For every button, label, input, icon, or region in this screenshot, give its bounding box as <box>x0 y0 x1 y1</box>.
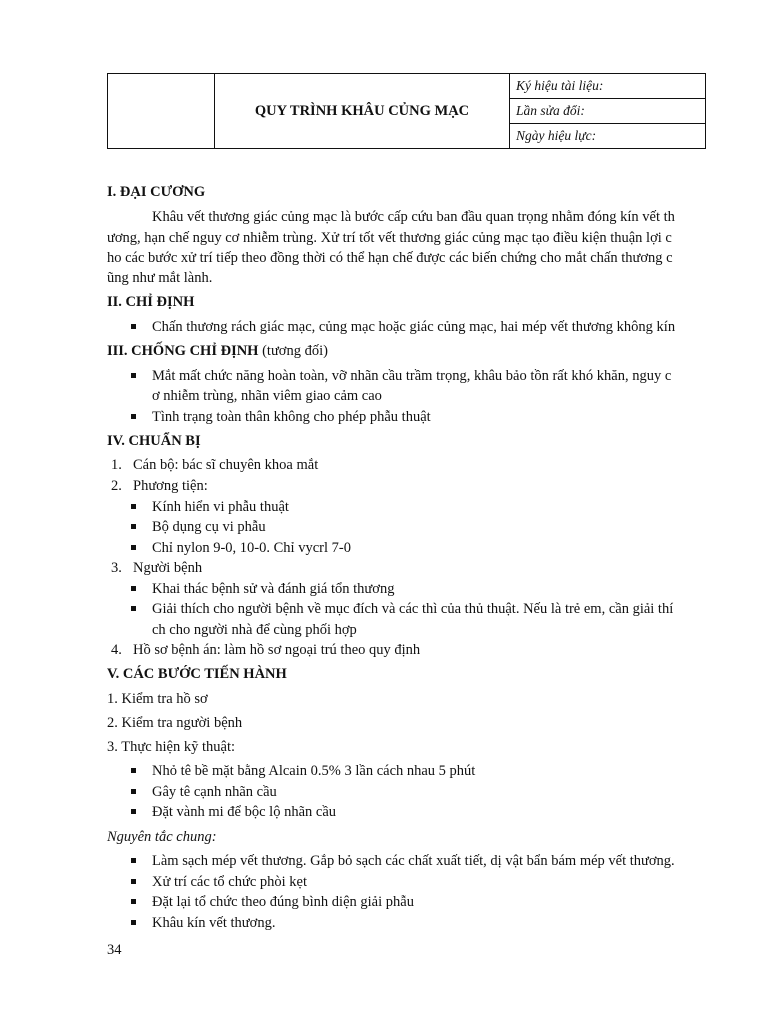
list-item: Xử trí các tổ chức phòi kẹt <box>152 874 308 890</box>
list-item: Khâu kín vết thương. <box>152 915 276 931</box>
bullet-icon <box>131 504 136 509</box>
list-item: Gây tê cạnh nhãn cầu <box>152 784 277 800</box>
step-item: 1. Kiểm tra hồ sơ <box>107 691 208 707</box>
bullet-icon <box>131 324 136 329</box>
bullet-icon <box>131 524 136 529</box>
bullet-icon <box>131 789 136 794</box>
list-item: Chỉ nylon 9-0, 10-0. Chỉ vycrl 7-0 <box>152 540 351 556</box>
list-item: Giải thích cho người bệnh về mục đích và các thì của thủ thuật. Nếu là trẻ em, cần giải thí <box>152 601 674 617</box>
step-item: 3. Thực hiện kỹ thuật: <box>107 739 236 755</box>
list-item: Tình trạng toàn thân không cho phép phẫu thuật <box>152 409 431 425</box>
principle-subheading: Nguyên tắc chung: <box>107 829 217 845</box>
paragraph-line: Khâu vết thương giác củng mạc là bước cấp cứu ban đầu quan trọng nhằm đóng kín vết th <box>152 209 675 225</box>
section-heading-overview: I. ĐẠI CƯƠNG <box>107 184 206 200</box>
list-item-continuation: ch cho người nhà để cùng phối hợp <box>152 622 357 638</box>
list-item-continuation: ơ nhiễm trùng, nhãn viêm giao cảm cao <box>152 388 382 404</box>
revision-label: Lần sửa đổi: <box>510 99 706 124</box>
list-item: Đặt lại tổ chức theo đúng bình diện giải phẫu <box>152 894 414 910</box>
effective-date-label: Ngày hiệu lực: <box>510 124 706 149</box>
bullet-icon <box>131 768 136 773</box>
list-item: Nhỏ tê bề mặt bằng Alcain 0.5% 3 lần cách nhau 5 phút <box>152 763 476 779</box>
list-item: Mắt mất chức năng hoàn toàn, vỡ nhãn cầu trầm trọng, khâu bảo tồn rất khó khăn, nguy c <box>152 368 672 384</box>
paragraph-line: ho các bước xử trí tiếp theo đồng thời có thể hạn chế được các biến chứng cho mắt chấn thương c <box>107 250 673 266</box>
bullet-icon <box>131 414 136 419</box>
section-heading-contraindications: III. CHỐNG CHỈ ĐỊNH (tương đối) <box>107 343 328 359</box>
bullet-icon <box>131 373 136 378</box>
list-number: 1. <box>111 457 122 473</box>
list-item: Bộ dụng cụ vi phẫu <box>152 519 266 535</box>
page-number: 34 <box>107 942 122 958</box>
paragraph-line: ương, hạn chế nguy cơ nhiễm trùng. Xử trí tốt vết thương giác củng mạc tạo điều kiện thuận lợi c <box>107 230 672 246</box>
bullet-icon <box>131 879 136 884</box>
bullet-icon <box>131 858 136 863</box>
section-heading-procedure: V. CÁC BƯỚC TIẾN HÀNH <box>107 666 287 682</box>
list-item: Khai thác bệnh sử và đánh giá tổn thương <box>152 581 395 597</box>
list-item: Người bệnh <box>133 560 203 576</box>
paragraph-line: ũng như mắt lành. <box>107 270 213 286</box>
bullet-icon <box>131 586 136 591</box>
bullet-icon <box>131 545 136 550</box>
bullet-icon <box>131 899 136 904</box>
list-item: Kính hiển vi phẫu thuật <box>152 499 289 515</box>
list-item: Cán bộ: bác sĩ chuyên khoa mắt <box>133 457 319 473</box>
bullet-icon <box>131 920 136 925</box>
list-number: 2. <box>111 478 122 494</box>
list-item: Phương tiện: <box>133 478 208 494</box>
list-item: Đặt vành mi để bộc lộ nhãn cầu <box>152 804 337 820</box>
document-header-table <box>107 73 706 149</box>
section-heading-indications: II. CHỈ ĐỊNH <box>107 294 195 310</box>
list-number: 3. <box>111 560 122 576</box>
bullet-icon <box>131 809 136 814</box>
logo-cell <box>108 74 215 149</box>
list-item: Làm sạch mép vết thương. Gắp bỏ sạch các chất xuất tiết, dị vật bẩn bám mép vết thương. <box>152 853 675 869</box>
doc-code-label: Ký hiệu tài liệu: <box>510 74 706 99</box>
document-title: QUY TRÌNH KHÂU CỦNG MẠC <box>215 74 510 149</box>
step-item: 2. Kiểm tra người bệnh <box>107 715 243 731</box>
list-item: Hồ sơ bệnh án: làm hồ sơ ngoại trú theo quy định <box>133 642 421 658</box>
section-heading-preparation: IV. CHUẨN BỊ <box>107 433 201 449</box>
list-number: 4. <box>111 642 122 658</box>
list-item: Chấn thương rách giác mạc, củng mạc hoặc giác củng mạc, hai mép vết thương không kín <box>152 319 676 335</box>
bullet-icon <box>131 606 136 611</box>
